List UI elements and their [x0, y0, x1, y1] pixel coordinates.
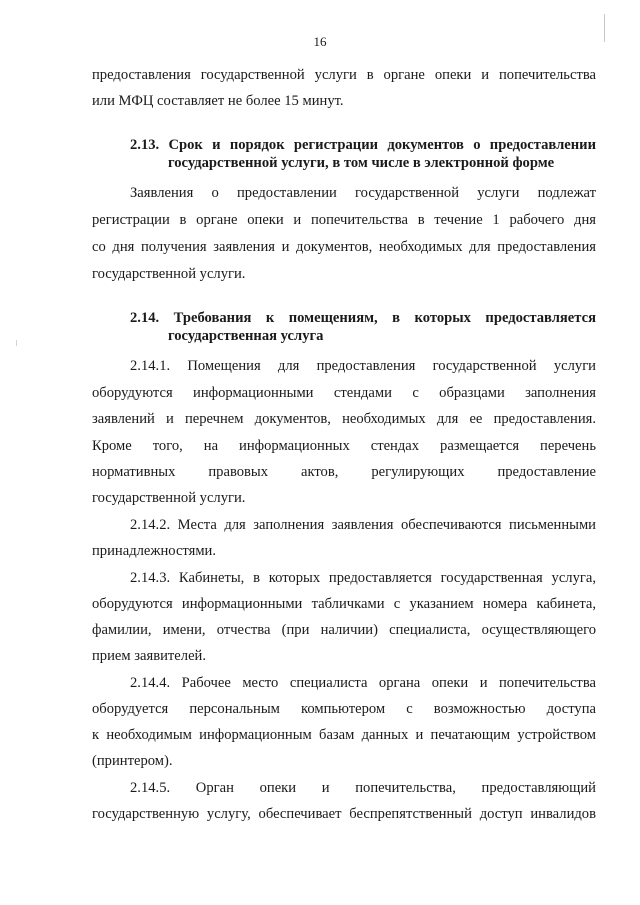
text-line: прием заявителей. [92, 648, 207, 664]
text-line: государственной услуги. [92, 266, 246, 282]
text-line: предоставления государственной услуги в органе опеки и попечительства [92, 67, 596, 83]
text-line: оборудуются информационными стендами с образцами заполнения [92, 385, 596, 401]
section-heading-2-14: 2.14. Требования к помещениям, в которых предоставляется [130, 310, 596, 326]
text-line: 2.14.1. Помещения для предоставления государственной услуги [130, 358, 596, 374]
text-line: 2.14.2. Места для заполнения заявления обеспечиваются письменными [130, 517, 596, 533]
section-heading-2-14-cont: государственная услуга [168, 328, 324, 344]
scan-artifact [16, 340, 17, 346]
text-line: 2.14.3. Кабинеты, в которых предоставляется государственная услуга, [130, 570, 596, 586]
text-line: оборудуются информационными табличками с указанием номера кабинета, [92, 596, 596, 612]
text-line: к необходимым информационным базам данных и печатающим устройством [92, 727, 596, 743]
text-line: регистрации в органе опеки и попечительства в течение 1 рабочего дня [92, 212, 596, 228]
text-line: Кроме того, на информационных стендах размещается перечень [92, 438, 596, 454]
text-line: Заявления о предоставлении государственной услуги подлежат [130, 185, 596, 201]
text-line: или МФЦ составляет не более 15 минут. [92, 93, 344, 109]
text-line: 2.14.5. Орган опеки и попечительства, предоставляющий [130, 780, 596, 796]
text-line: нормативных правовых актов, регулирующих предоставление [92, 464, 596, 480]
text-line: государственной услуги. [92, 490, 246, 506]
text-line: со дня получения заявления и документов, необходимых для предоставления [92, 239, 596, 255]
section-heading-2-13-cont: государственной услуги, в том числе в электронной форме [168, 155, 555, 171]
text-line: 2.14.4. Рабочее место специалиста органа опеки и попечительства [130, 675, 596, 691]
page-number: 16 [313, 34, 327, 49]
text-line: (принтером). [92, 753, 173, 769]
text-line: заявлений и перечнем документов, необходимых для ее предоставления. [92, 411, 596, 427]
section-heading-2-13: 2.13. Срок и порядок регистрации документов о предоставлении [130, 137, 596, 153]
text-line: оборудуется персональным компьютером с возможностью доступа [92, 701, 596, 717]
text-line: принадлежностями. [92, 543, 217, 559]
text-line: государственную услугу, обеспечивает беспрепятственный доступ инвалидов [92, 806, 596, 822]
text-line: фамилии, имени, отчества (при наличии) специалиста, осуществляющего [92, 622, 596, 638]
